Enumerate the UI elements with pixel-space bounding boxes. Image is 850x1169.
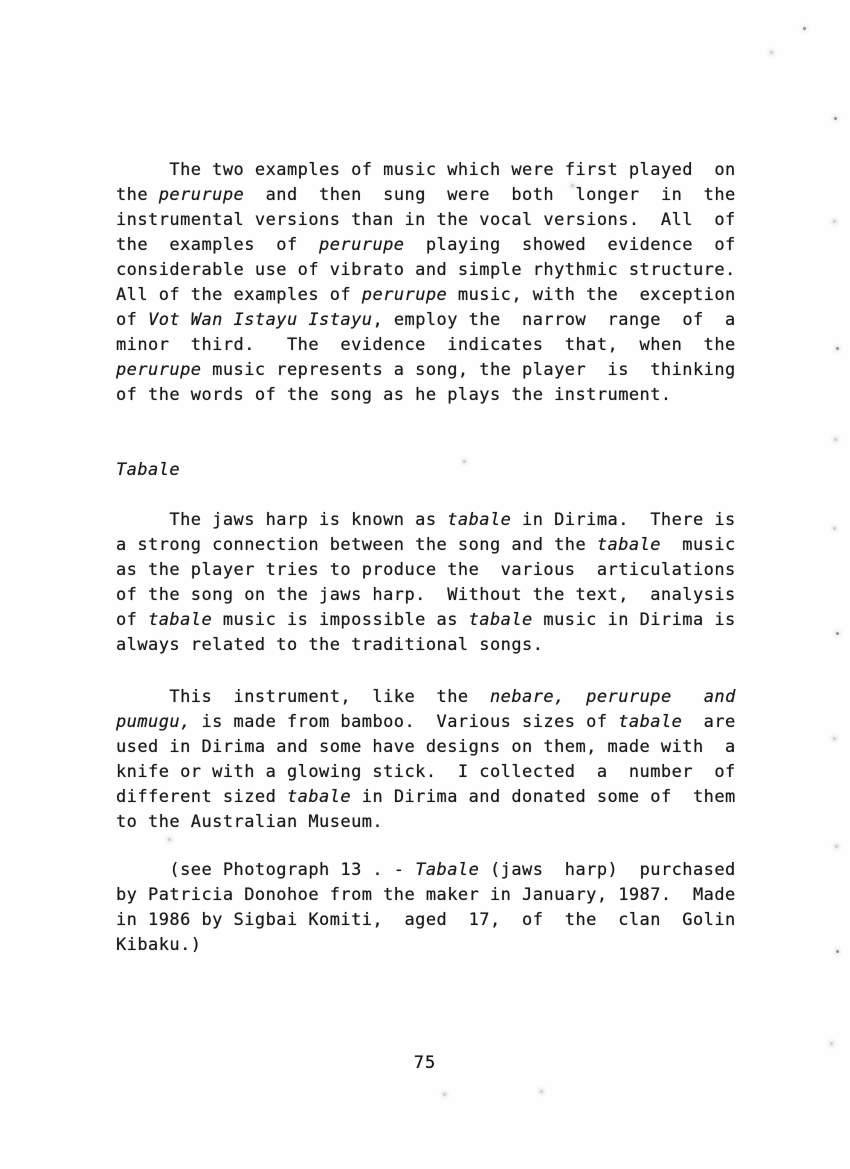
- text-line: of tabale music is impossible as tabale music in Dirima is: [116, 610, 736, 630]
- text-line: Kibaku.): [116, 935, 202, 955]
- scan-speck: [833, 527, 836, 530]
- scan-speck: [834, 117, 837, 120]
- scan-speck: [571, 184, 574, 187]
- text-line: (see Photograph 13 . - Tabale (jaws harp) purchased: [116, 860, 736, 880]
- text-line: the examples of perurupe playing showed evidence of: [116, 235, 736, 255]
- text-line: the perurupe and then sung were both longer in the: [116, 185, 736, 205]
- scan-speck: [830, 1042, 833, 1045]
- text-line: This instrument, like the nebare, perurupe and: [116, 687, 736, 707]
- text-line: of Vot Wan Istayu Istayu, employ the narrow range of a: [116, 310, 736, 330]
- paragraph-3: [116, 685, 756, 835]
- text-line: The jaws harp is known as tabale in Dirima. There is: [116, 510, 736, 530]
- paragraph-2: [116, 508, 756, 658]
- text-line: All of the examples of perurupe music, with the exception: [116, 285, 736, 305]
- text-line: by Patricia Donohoe from the maker in January, 1987. Made: [116, 885, 736, 905]
- scan-speck: [836, 950, 839, 953]
- text-line: pumugu, is made from bamboo. Various sizes of tabale are: [116, 712, 736, 732]
- scan-speck: [834, 438, 837, 441]
- text-column: [116, 158, 756, 958]
- scan-speck: [168, 838, 171, 841]
- scan-speck: [443, 1093, 446, 1096]
- text-line: to the Australian Museum.: [116, 812, 384, 832]
- scan-speck: [540, 1090, 543, 1093]
- text-line: different sized tabale in Dirima and donated some of them: [116, 787, 736, 807]
- text-line: as the player tries to produce the various articulations: [116, 560, 736, 580]
- text-line: of the song on the jaws harp. Without the text, analysis: [116, 585, 736, 605]
- scan-speck: [836, 632, 839, 635]
- text-line: minor third. The evidence indicates that, when the: [116, 335, 736, 355]
- scan-speck: [836, 347, 839, 350]
- text-line: Tabale: [116, 460, 181, 480]
- scan-speck: [833, 220, 836, 223]
- text-line: perurupe music represents a song, the player is thinking: [116, 360, 736, 380]
- scan-speck: [803, 27, 806, 30]
- scan-speck: [770, 51, 773, 54]
- paragraph-1: [116, 158, 756, 408]
- text-line: of the words of the song as he plays the instrument.: [116, 385, 672, 405]
- scan-speck: [833, 737, 836, 740]
- text-line: instrumental versions than in the vocal versions. All of: [116, 210, 736, 230]
- text-line: always related to the traditional songs.: [116, 635, 544, 655]
- text-line: knife or with a glowing stick. I collected a number of: [116, 762, 736, 782]
- section-heading-tabale: [116, 458, 756, 483]
- text-line: used in Dirima and some have designs on them, made with a: [116, 737, 736, 757]
- scan-speck: [835, 845, 838, 848]
- paragraph-4: [116, 858, 756, 958]
- text-line: in 1986 by Sigbai Komiti, aged 17, of the clan Golin: [116, 910, 736, 930]
- text-line: considerable use of vibrato and simple rhythmic structure.: [116, 260, 736, 280]
- text-line: a strong connection between the song and the tabale music: [116, 535, 736, 555]
- page-number: 75: [413, 1053, 437, 1073]
- text-line: The two examples of music which were first played on: [116, 160, 736, 180]
- scan-speck: [463, 460, 466, 463]
